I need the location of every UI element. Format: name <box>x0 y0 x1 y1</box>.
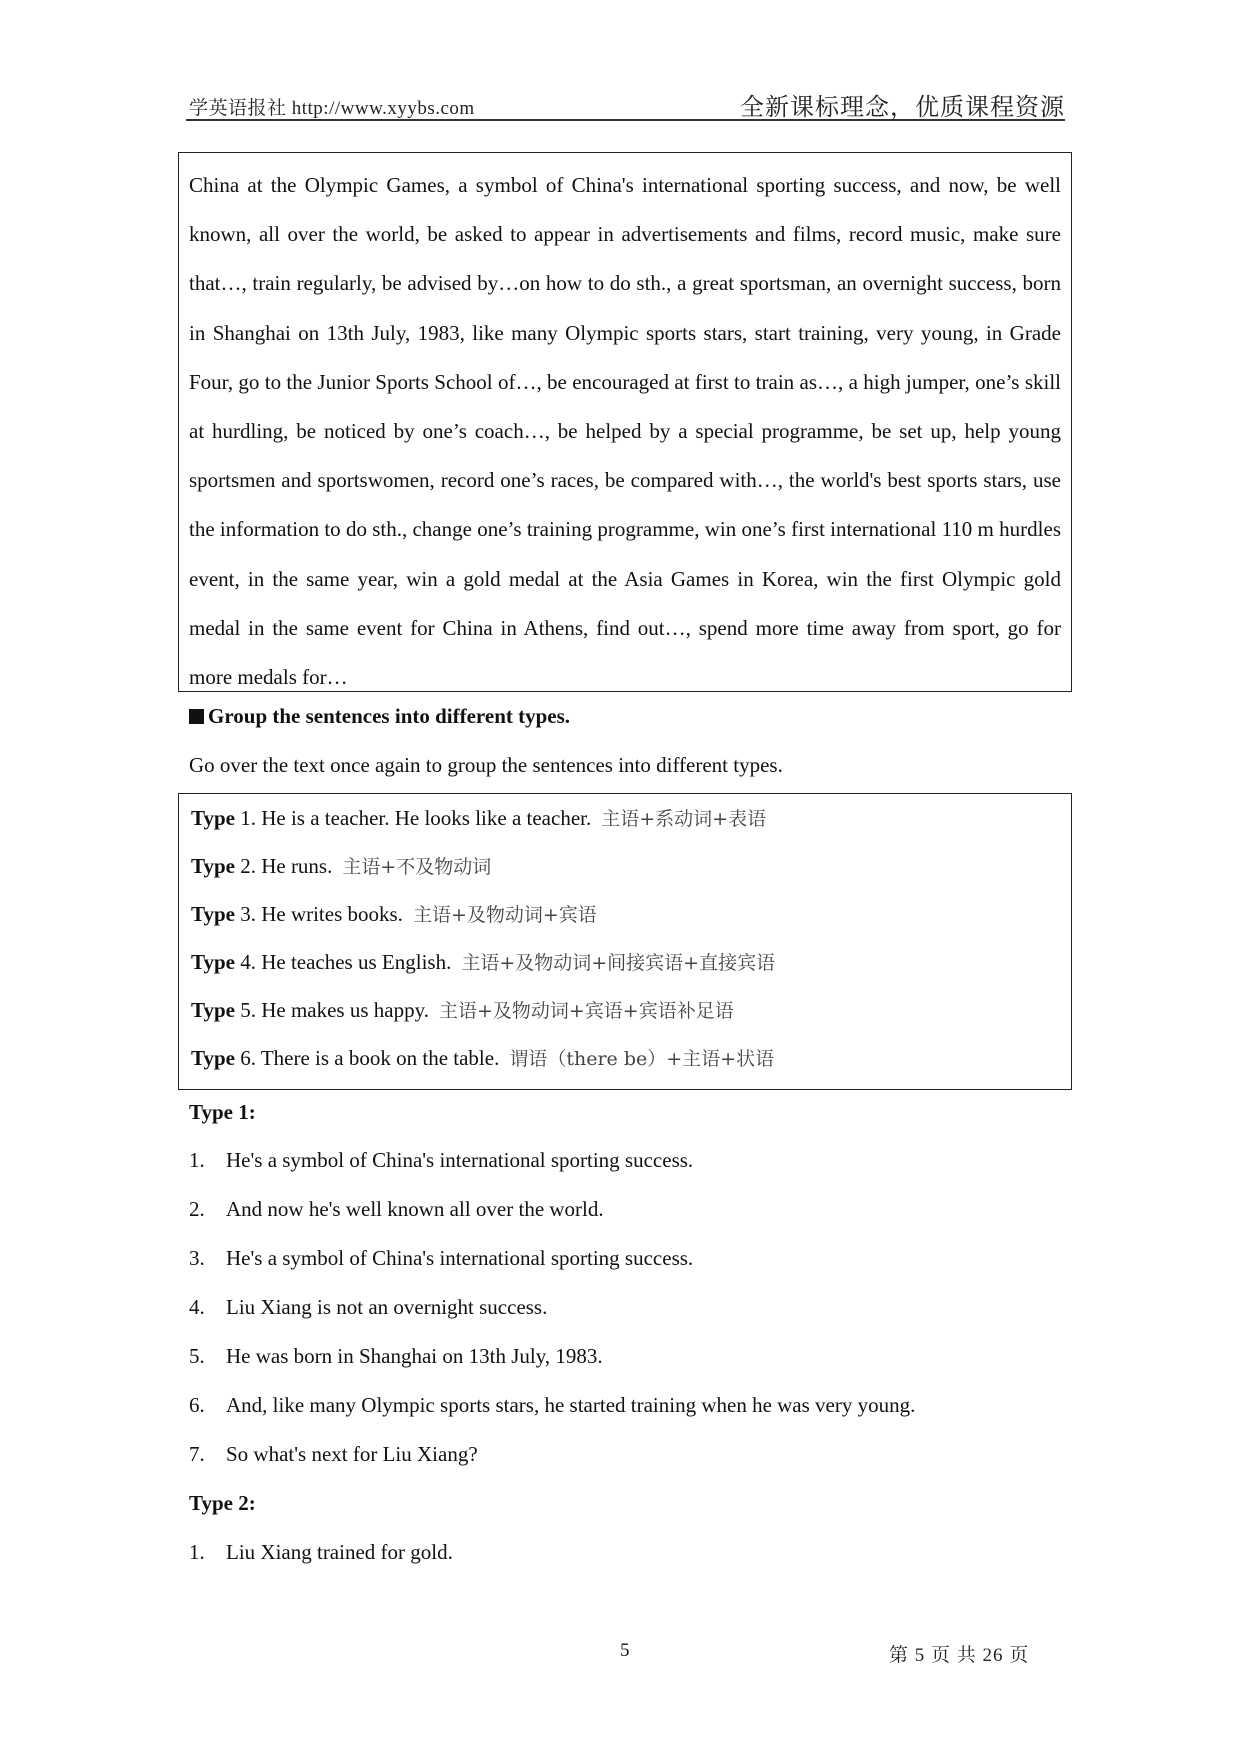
type-example: 2. He runs. <box>234 854 333 878</box>
type-label: Type <box>191 902 235 926</box>
vocabulary-text: China at the Olympic Games, a symbol of China's international sporting success, and now, be well known, all over the world, be asked to appear in advertisements and films, record music, make sure that…, train regularly, be advised by…on how to do sth., a great sportsman, an overnight success, born in Shanghai on 13th July, 1983, like many Olympic sports stars, start training, very young, in Grade Four, go to the Junior Sports School of…, be encouraged at first to train as…, a high jumper, one’s skill at hurdling, be noticed by one’s coach…, be helped by a special programme, be set up, help young sportsmen and sportswomen, record one’s races, be compared with…, the world's best sports stars, use the information to do sth., change one’s training programme, win one’s first international 110 m hurdles event, in the same year, win a gold medal at the Asia Games in Korea, win the first Olympic gold medal in the same event for China in Athens, find out…, spend more time away from sport, go for more medals for… <box>189 173 1061 690</box>
type-row <box>191 900 597 927</box>
type-example: 5. He makes us happy. <box>234 998 429 1022</box>
type-row <box>191 948 775 975</box>
header-divider <box>186 119 1065 121</box>
type1-heading: Type 1: <box>189 1100 256 1124</box>
type-example: 6. There is a book on the table. <box>234 1046 500 1070</box>
type-label: Type <box>191 950 235 974</box>
header-site: 学英语报社 http://www.xyybs.com <box>189 98 475 119</box>
type-row <box>191 996 734 1023</box>
type-row <box>191 852 491 879</box>
list-item: 2. And now he's well known all over the world. <box>189 1197 604 1221</box>
type-example: 3. He writes books. <box>234 902 403 926</box>
type-pattern: 主语+及物动词+宾语 <box>412 904 597 926</box>
sentence-types-box <box>178 793 1072 1090</box>
list-item: 7. So what's next for Liu Xiang? <box>189 1442 478 1466</box>
type-pattern: 主语+及物动词+间接宾语+直接宾语 <box>461 952 776 974</box>
type-label: Type <box>191 998 235 1022</box>
section-heading <box>189 704 570 729</box>
type-row <box>191 1044 774 1071</box>
square-bullet-icon <box>189 709 204 724</box>
type2-heading: Type 2: <box>189 1491 256 1515</box>
type-example: 1. He is a teacher. He looks like a teacher. <box>234 806 592 830</box>
type-pattern: 主语+系动词+表语 <box>601 808 767 830</box>
list-item: 6. And, like many Olympic sports stars, he started training when he was very young. <box>189 1393 916 1417</box>
list-item: 5. He was born in Shanghai on 13th July, 1983. <box>189 1344 603 1368</box>
type-pattern: 谓语（there be）+主语+状语 <box>509 1048 775 1070</box>
type-pattern: 主语+及物动词+宾语+宾语补足语 <box>438 1000 734 1022</box>
type-pattern: 主语+不及物动词 <box>342 856 492 878</box>
section-heading-text: Group the sentences into different types. <box>208 704 571 728</box>
type-example: 4. He teaches us English. <box>234 950 452 974</box>
page-info: 第 5 页 共 26 页 <box>889 1645 1030 1666</box>
list-item: 1. Liu Xiang trained for gold. <box>189 1540 453 1564</box>
header-slogan: 全新课标理念，优质课程资源 <box>740 95 1065 121</box>
list-item: 4. Liu Xiang is not an overnight success. <box>189 1295 548 1319</box>
page-number: 5 <box>620 1640 630 1661</box>
type-label: Type <box>191 854 235 878</box>
list-item: 1. He's a symbol of China's international sporting success. <box>189 1148 694 1172</box>
section-instruction: Go over the text once again to group the sentences into different types. <box>189 753 783 777</box>
type-row <box>191 804 766 831</box>
list-item: 3. He's a symbol of China's international sporting success. <box>189 1246 694 1270</box>
vocabulary-box <box>178 152 1072 692</box>
type-label: Type <box>191 1046 235 1070</box>
type-label: Type <box>191 806 235 830</box>
